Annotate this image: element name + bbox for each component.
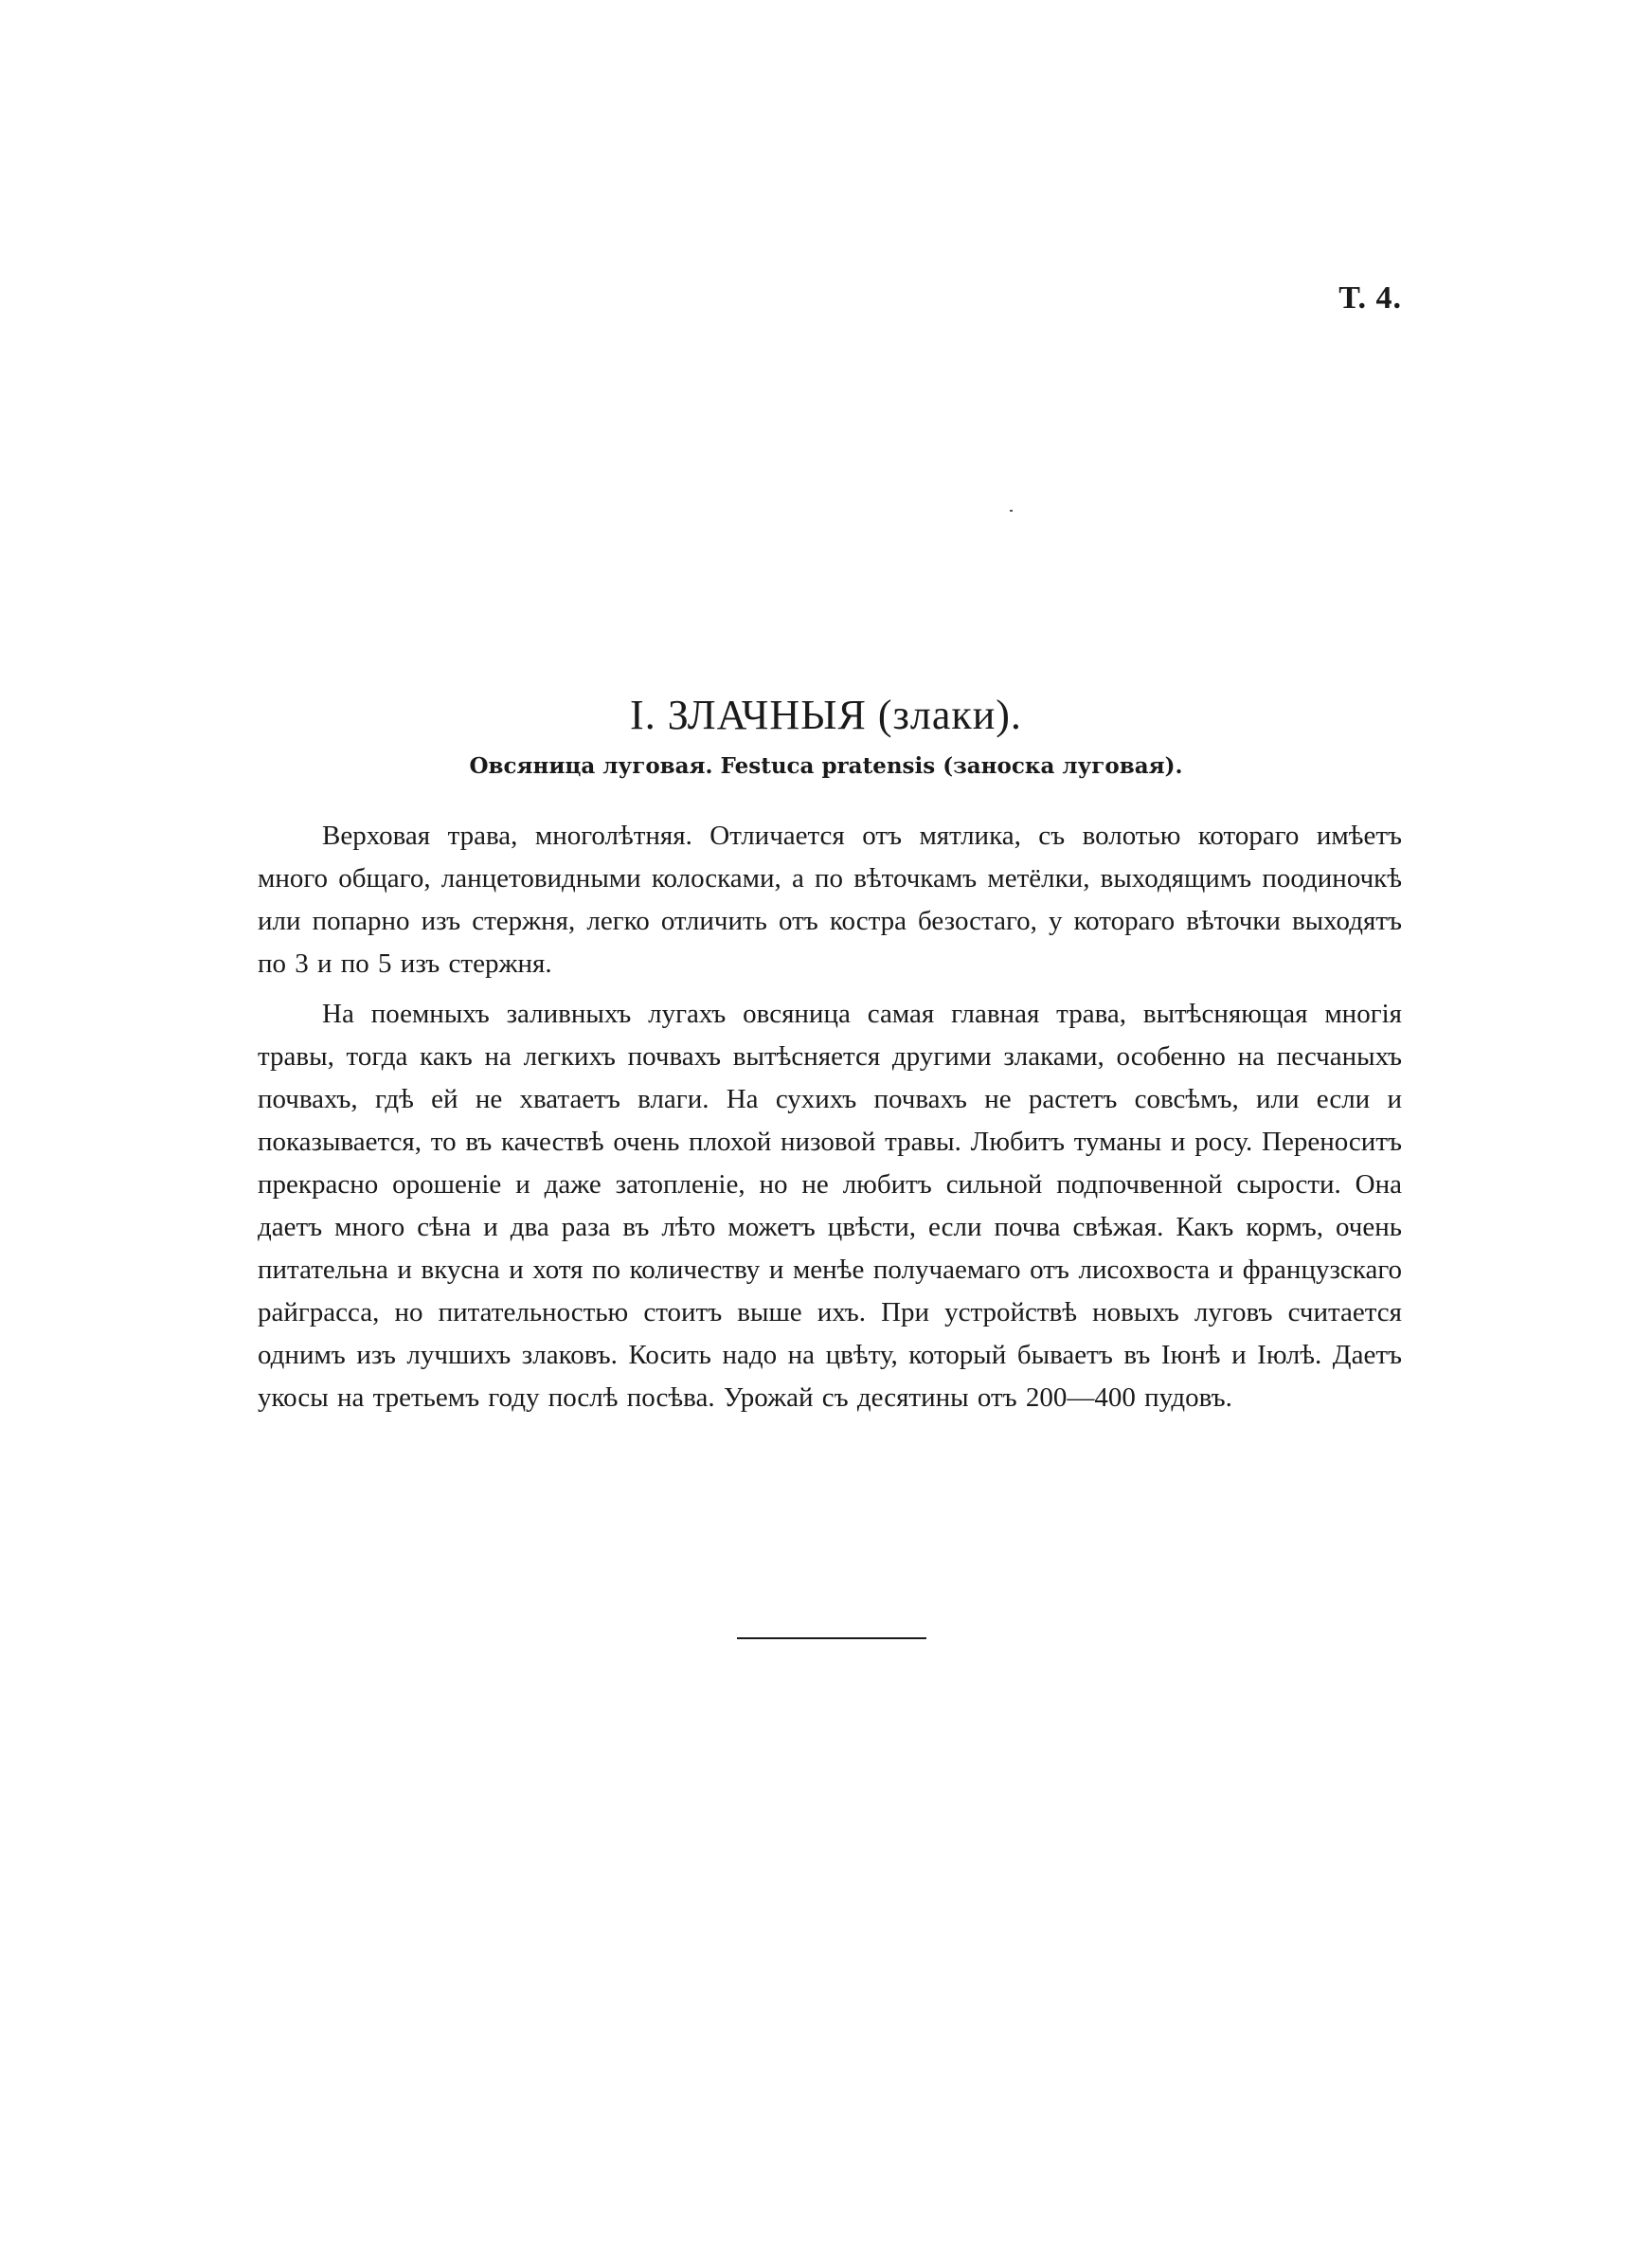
body-text (258, 815, 1402, 1419)
scan-speck (1010, 510, 1013, 512)
paragraph: Верховая трава, многолѣтняя. Отличается отъ мятлика, съ волотью котораго имѣетъ много общаго, ланцетовидными колосками, а по вѣточкамъ метёлки, выходящимъ поодиночкѣ или попарно изъ стержня, легко отличить отъ костра безостаго, у котораго вѣточки выходятъ по 3 и по 5 изъ стержня. (258, 821, 1402, 979)
section-heading: Овсяница луговая. Festuca pratensis (заноска луговая). (469, 753, 1183, 779)
section-divider (737, 1637, 926, 1639)
chapter-title: I. ЗЛАЧНЫЯ (злаки). (630, 692, 1022, 739)
page-number: Т. 4. (1338, 280, 1402, 316)
paragraph: На поемныхъ заливныхъ лугахъ овсяница самая главная трава, вытѣсняющая многія травы, тогда какъ на легкихъ почвахъ вытѣсняется другими злаками, особенно на песчаныхъ почвахъ, гдѣ ей не хватаетъ влаги. На сухихъ почвахъ не растетъ совсѣмъ, или если и показывается, то въ качествѣ очень плохой низовой травы. Любитъ туманы и росу. Переноситъ прекрасно орошеніе и даже затопленіе, но не любитъ сильной подпочвенной сырости. Она даетъ много сѣна и два раза въ лѣто можетъ цвѣсти, если почва свѣжая. Какъ кормъ, очень питательна и вкусна и хотя по количеству и менѣе получаемаго отъ лисохвоста и французскаго райграсса, но питательностью стоитъ выше ихъ. При устройствѣ новыхъ луговъ считается однимъ изъ лучшихъ злаковъ. Косить надо на цвѣту, который бываетъ въ Іюнѣ и Іюлѣ. Даетъ укосы на третьемъ году послѣ посѣва. Урожай съ десятины отъ 200—400 пудовъ. (258, 999, 1402, 1413)
